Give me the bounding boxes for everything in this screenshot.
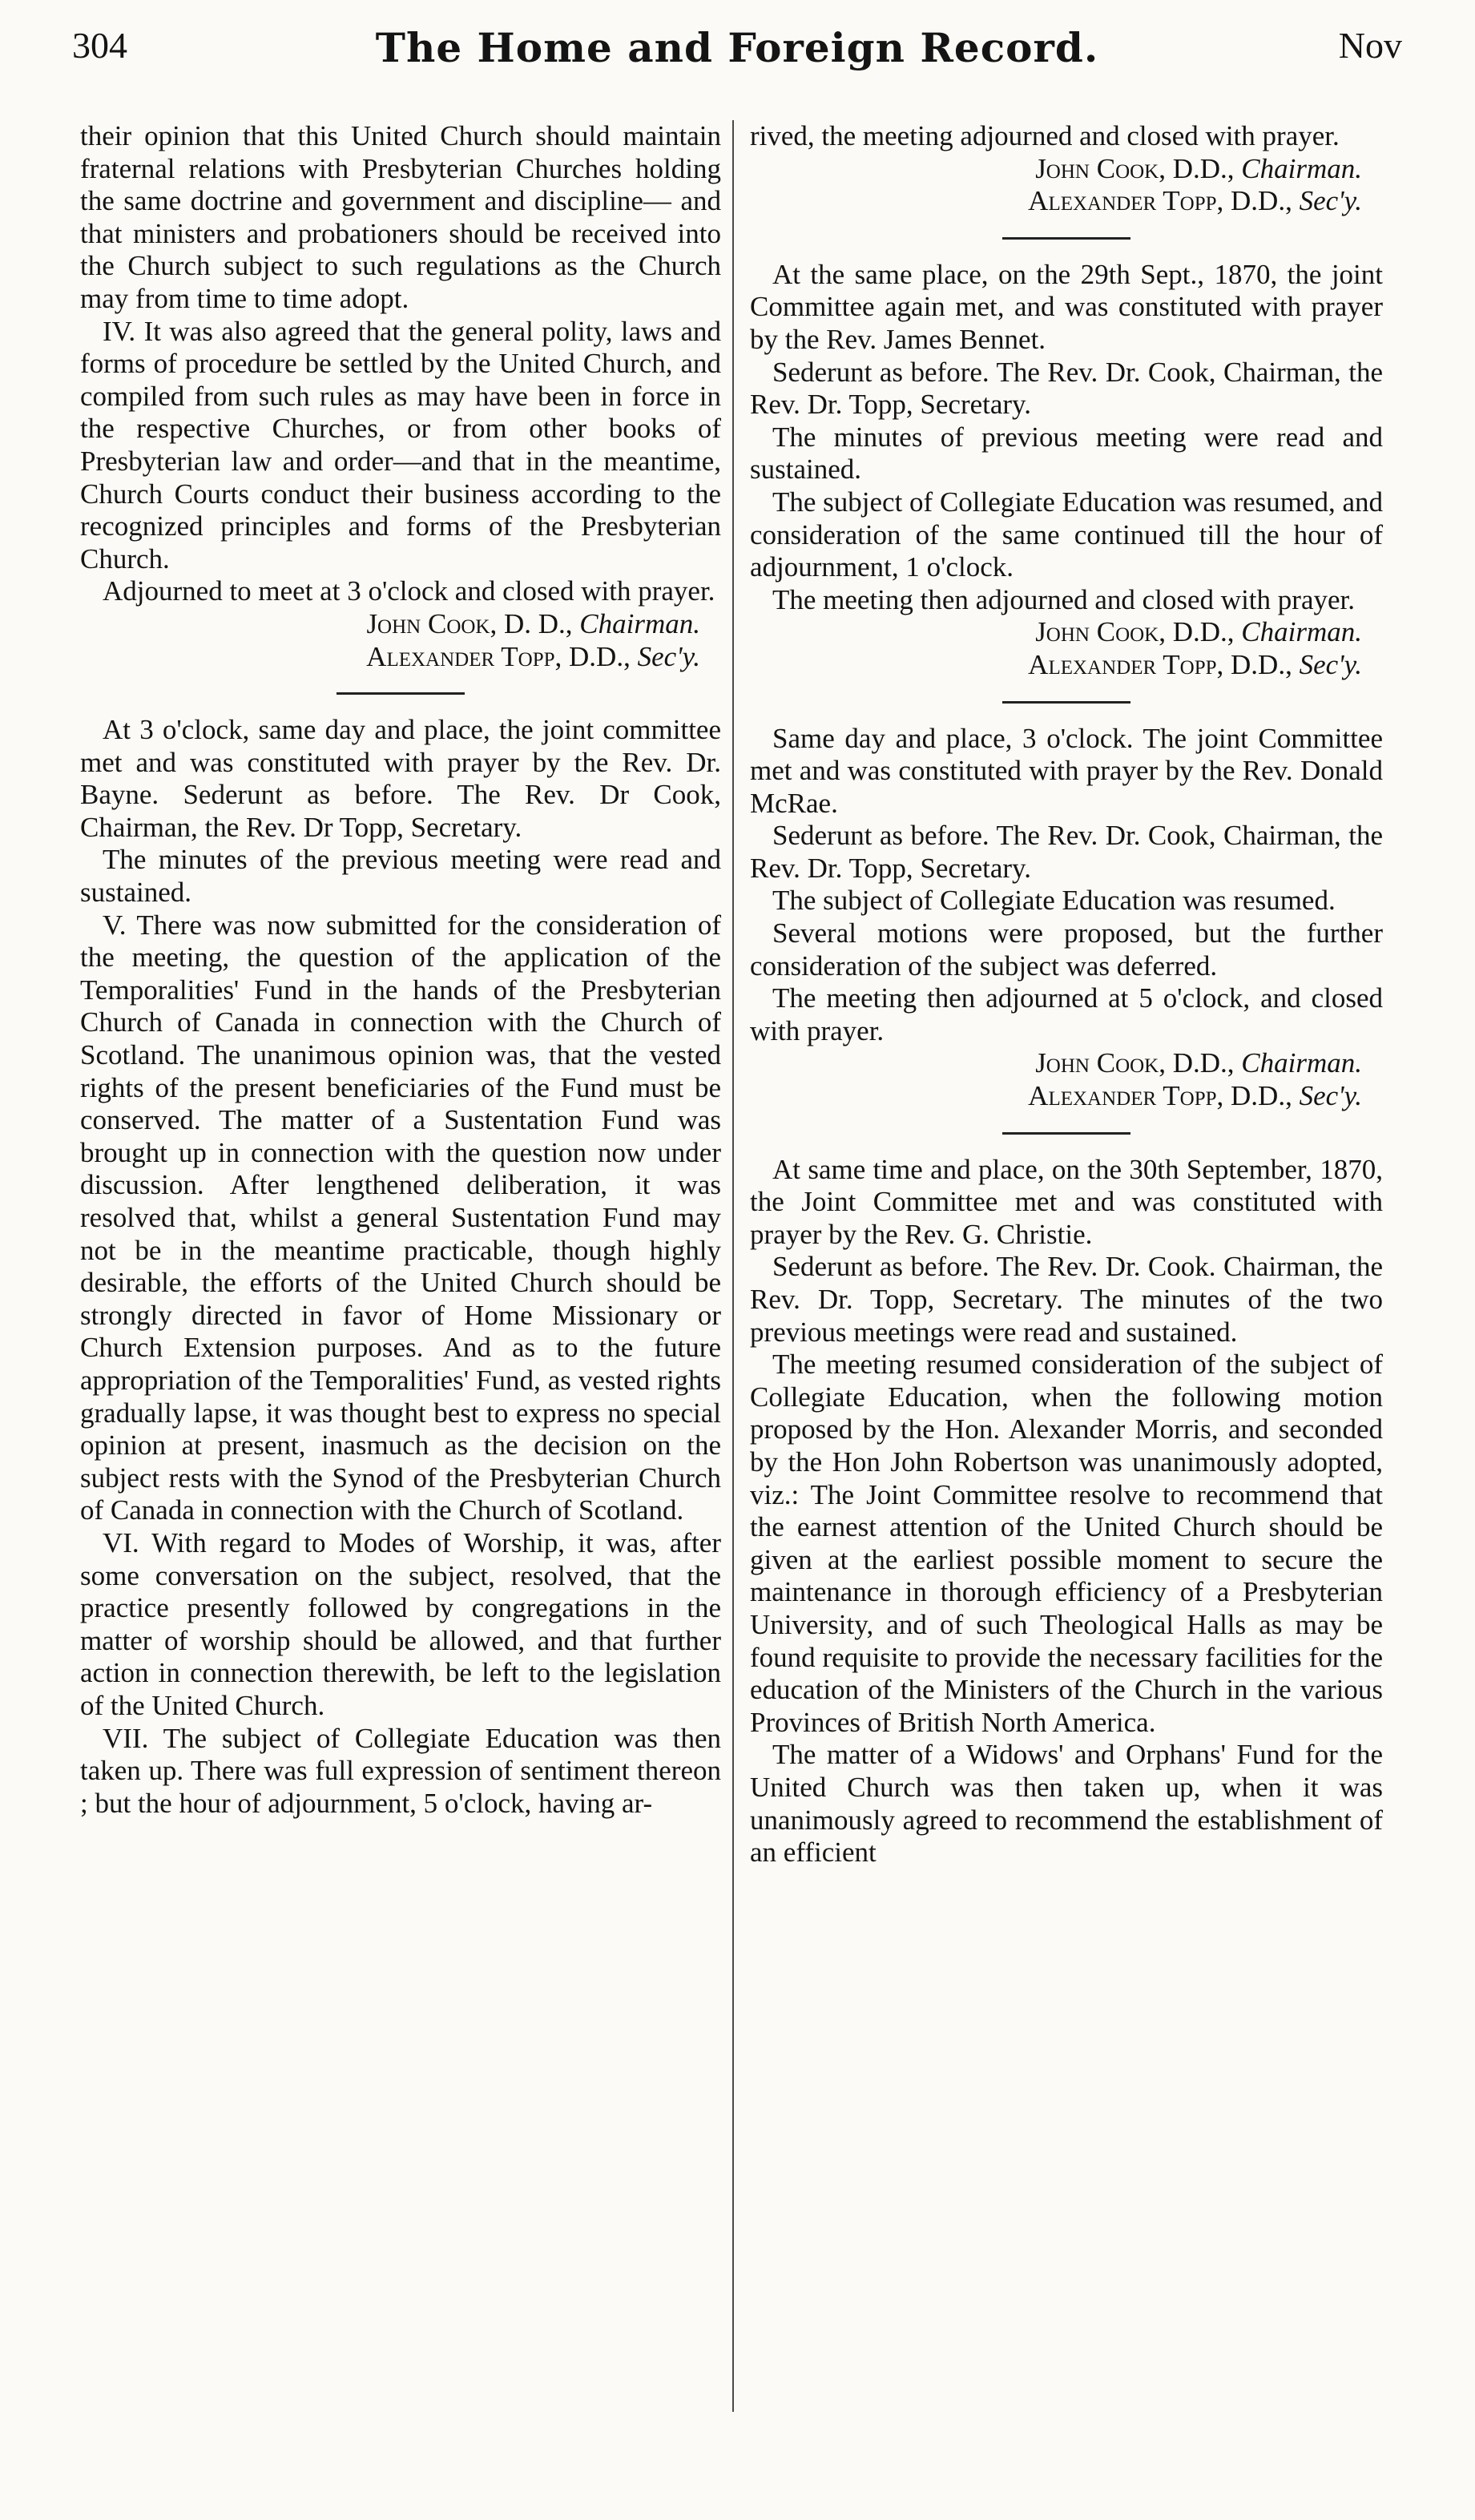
paragraph: At the same place, on the 29th Sept., 1870, the joint Committee again met, and was constituted with prayer by the Rev. James Bennet.: [750, 258, 1383, 355]
column-divider: [732, 120, 734, 2412]
signature-name: John Cook, D.D.,: [1035, 1047, 1242, 1079]
paragraph: VII. The subject of Collegiate Education was then taken up. There was full expression of sentiment thereon ; but the hour of adjournment, 5 o'clock, having ar-: [80, 1722, 721, 1819]
signature-role: Sec'y.: [1299, 185, 1362, 217]
paragraph: Adjourned to meet at 3 o'clock and closed with prayer.: [103, 575, 715, 607]
signature-role: Sec'y.: [637, 640, 700, 672]
paragraph: At 3 o'clock, same day and place, the joint committee met and was constituted with prayer by the Rev. Dr. Bayne. Sederunt as before. The Rev. Dr Cook, Chairman, the Rev. Dr Topp, Secretary.: [80, 714, 721, 843]
signature-role: Sec'y.: [1299, 648, 1362, 680]
left-column: [80, 120, 721, 1820]
signature-name: Alexander Topp, D.D.,: [1028, 648, 1300, 680]
running-month: Nov: [1338, 25, 1402, 66]
signature-role: Chairman.: [1241, 1047, 1362, 1079]
signature-name: John Cook, D.D.,: [1035, 616, 1242, 648]
signature-name: John Cook, D.D.,: [1035, 152, 1242, 184]
paragraph: The meeting then adjourned at 5 o'clock, and closed with prayer.: [750, 982, 1383, 1046]
paragraph: VI. With regard to Modes of Worship, it was, after some conversation on the subject, resolved, that the practice presently followed by congregations in the matter of worship should be allowed, and that further action in connection therewith, be left to the legislation of the United Church.: [80, 1526, 721, 1721]
section-rule: [1002, 701, 1130, 704]
signature-chairman: [750, 1047, 1383, 1080]
running-title: The Home and Foreign Record.: [375, 24, 1099, 71]
paragraph: Sederunt as before. The Rev. Dr. Cook. Chairman, the Rev. Dr. Topp, Secretary. The minutes of the two previous meetings were read and sustained.: [750, 1251, 1383, 1348]
paragraph: The subject of Collegiate Education was resumed, and consideration of the same continued till the hour of adjournment, 1 o'clock.: [750, 486, 1383, 583]
section-rule: [1002, 1132, 1130, 1135]
signature-secretary: [750, 649, 1383, 682]
signature-role: Chairman.: [1241, 616, 1362, 648]
page-number: 304: [72, 25, 127, 66]
paragraph: Several motions were proposed, but the further consideration of the subject was deferred.: [750, 917, 1383, 982]
right-column: [750, 120, 1383, 1869]
paragraph: The subject of Collegiate Education was resumed.: [772, 885, 1336, 917]
paragraph: Sederunt as before. The Rev. Dr. Cook, Chairman, the Rev. Dr. Topp, Secretary.: [750, 820, 1383, 884]
signature-role: Chairman.: [579, 607, 700, 639]
paragraph: At same time and place, on the 30th September, 1870, the Joint Committee met and was constituted with prayer by the Rev. G. Christie.: [750, 1153, 1383, 1250]
signature-role: Chairman.: [1241, 152, 1362, 184]
signature-role: Sec'y.: [1299, 1080, 1362, 1112]
paragraph: The minutes of the previous meeting were read and sustained.: [80, 844, 721, 909]
section-rule: [337, 692, 465, 695]
paragraph: The meeting then adjourned and closed with prayer.: [772, 583, 1355, 615]
paragraph: The matter of a Widows' and Orphans' Fund for the United Church was then taken up, when it was unanimously agreed to recommend the establishment of an efficient: [750, 1739, 1383, 1869]
paragraph: their opinion that this United Church should maintain fraternal relations with Presbyterian Churches holding the same doctrine and government and discipline— and that ministers and probationers should be received into the Church subject to such regulations as the Church may from time to time adopt.: [80, 120, 721, 314]
signature-secretary: [750, 1080, 1383, 1113]
signature-chairman: [80, 608, 721, 641]
paragraph: Same day and place, 3 o'clock. The joint Committee met and was constituted with prayer by the Rev. Donald McRae.: [750, 722, 1383, 819]
signature-secretary: [80, 641, 721, 674]
section-rule: [1002, 237, 1130, 240]
signature-chairman: [750, 153, 1383, 186]
paragraph: The minutes of previous meeting were read and sustained.: [750, 421, 1383, 486]
paragraph: IV. It was also agreed that the general polity, laws and forms of procedure be settled by the United Church, and compiled from such rules as may have been in force in the respective Churches, or from other books of Presbyterian law and order—and that in the meantime, Church Courts conduct their business according to the recognized principles and forms of the Presbyterian Church.: [80, 315, 721, 575]
signature-secretary: [750, 185, 1383, 218]
paragraph: rived, the meeting adjourned and closed with prayer.: [750, 120, 1340, 151]
signature-name: Alexander Topp, D.D.,: [1028, 1080, 1300, 1112]
paragraph: The meeting resumed consideration of the subject of Collegiate Education, when the following motion proposed by the Hon. Alexander Morris, and seconded by the Hon John Robertson was unanimously adopted, viz.: The Joint Committee resolve to recommend that the earnest attention of the United Church should be given at the earliest possible moment to secure the maintenance in thorough efficiency of a Presbyterian University, and of such Theological Halls as may be found requisite to provide the necessary facilities for the education of the Ministers of the Church in the various Provinces of British North America.: [750, 1349, 1383, 1738]
page-header: [56, 24, 1418, 96]
signature-name: Alexander Topp, D.D.,: [366, 640, 638, 672]
signature-name: John Cook, D. D.,: [366, 607, 580, 639]
signature-chairman: [750, 616, 1383, 649]
signature-name: Alexander Topp, D.D.,: [1028, 185, 1300, 217]
paragraph: Sederunt as before. The Rev. Dr. Cook, Chairman, the Rev. Dr. Topp, Secretary.: [750, 356, 1383, 421]
paragraph: V. There was now submitted for the consideration of the meeting, the question of the application of the Temporalities' Fund in the hands of the Presbyterian Church of Canada in connection with the Church of Scotland. The unanimous opinion was, that the vested rights of the present beneficiaries of the Fund must be conserved. The matter of a Sustentation Fund was brought up in connection with the question now under discussion. After lengthened deliberation, it was resolved that, whilst a general Sustentation Fund may not be in the meantime practicable, though highly desirable, the efforts of the United Church should be strongly directed in favor of Home Missionary or Church Extension purposes. And as to the future appropriation of the Temporalities' Fund, as vested rights gradually lapse, it was thought best to express no special opinion at present, inasmuch as the decision on the subject rests with the Synod of the Presbyterian Church of Canada in connection with the Church of Scotland.: [80, 909, 721, 1526]
